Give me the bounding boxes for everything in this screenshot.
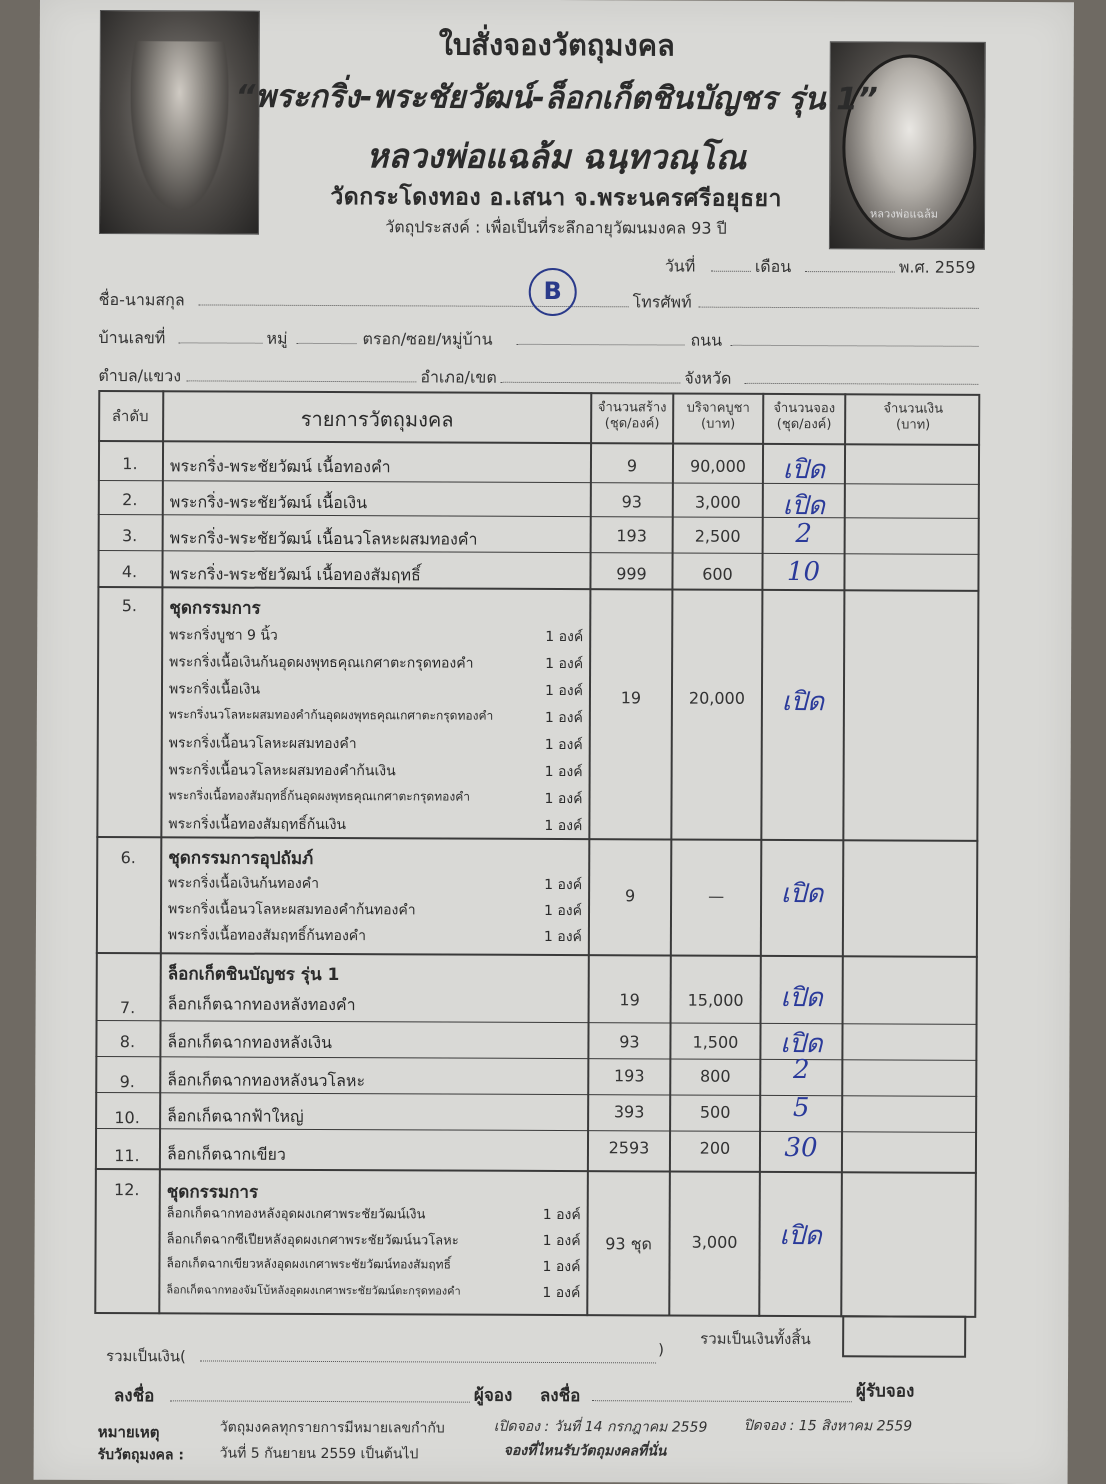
orderer-label: ผู้จอง (473, 1385, 513, 1406)
note-label: หมายเหตุ (97, 1423, 160, 1442)
form-subtitle: “พระกริ่ง-พระชัยวัฒน์-ล็อกเก็ตชินบัญชร รุ่น 1” (235, 78, 878, 118)
row-9-no: 9. (119, 1072, 135, 1092)
row-12-sub-3-qty: 1 องค์ (542, 1258, 581, 1276)
row-5-sub-5-qty: 1 องค์ (544, 736, 583, 754)
row-5-sub-7-qty: 1 องค์ (544, 790, 583, 808)
row-1-order[interactable]: เปิด (782, 454, 826, 486)
row-9-made: 193 (613, 1066, 645, 1086)
row-8-no: 8. (119, 1032, 136, 1052)
header-no: ลำดับ (111, 407, 149, 426)
row-9-price: 800 (699, 1066, 731, 1086)
row-2-order[interactable]: เปิด (782, 490, 826, 522)
row-5-sub-6: พระกริ่งเนื้อนวโลหะผสมทองคำก้นเงิน (168, 762, 396, 780)
temple-address: วัดกระโดงทอง อ.เสนา จ.พระนครศรีอยุธยา (330, 184, 782, 212)
soi-label: ตรอก/ซอย/หมู่บ้าน (362, 329, 493, 349)
row-5-sub-1-qty: 1 องค์ (545, 628, 584, 646)
row-4-made: 999 (616, 564, 647, 584)
row-5-sub-2-qty: 1 องค์ (545, 655, 584, 673)
header-made (592, 400, 672, 432)
purpose-text: วัตถุประสงค์ : เพื่อเป็นที่ระลึกอายุวัฒนมงคล 93 ปี (385, 217, 727, 238)
row-1-made: 9 (626, 456, 638, 476)
note-text: วัตถุมงคลทุกรายการมีหมายเลขกำกับ (219, 1419, 445, 1437)
province-field[interactable] (744, 369, 978, 385)
row-5-made: 19 (620, 688, 642, 708)
row-10-price: 500 (699, 1102, 731, 1122)
row-5-sub-8-qty: 1 องค์ (544, 817, 583, 835)
orderer-signature-field[interactable] (170, 1386, 470, 1402)
row-11-price: 200 (699, 1138, 731, 1158)
row-5-price: 20,000 (688, 688, 745, 708)
month-label: เดือน (754, 256, 792, 277)
row-1-item: พระกริ่ง-พระชัยวัฒน์ เนื้อทองคำ (169, 456, 391, 477)
row-7-heading: ล็อกเก็ตชินบัญชร รุ่น 1 (167, 964, 340, 986)
row-2-made: 93 (621, 492, 643, 512)
row-12-sub-1: ล็อกเก็ตฉากทองหลังอุดผงเกศาพระชัยวัฒน์เงิน (166, 1206, 426, 1223)
header-price-line1: บริจาคบูชา (686, 400, 750, 416)
header-amount-line2: (บาท) (895, 417, 931, 433)
row-7-order[interactable]: เปิด (780, 982, 823, 1014)
row-12-heading: ชุดกรรมการ (166, 1182, 259, 1203)
header-amount (846, 401, 980, 434)
row-6-sub-3: พระกริ่งเนื้อทองสัมฤทธิ์ก้นทองคำ (167, 927, 367, 945)
row-10-no: 10. (114, 1108, 140, 1128)
tambon-label: ตำบล/แขวง (98, 366, 182, 386)
row-3-order[interactable]: 2 (795, 519, 813, 550)
row-8-order[interactable]: เปิด (780, 1028, 823, 1060)
form-title: ใบสั่งจองวัตถุมงคล (438, 27, 675, 63)
order-form-paper (34, 0, 1074, 1484)
row-11-no: 11. (114, 1146, 140, 1166)
row-7-no: 7. (119, 998, 136, 1018)
receiver-signature-field[interactable] (592, 1386, 852, 1402)
row-6-sub-2-qty: 1 องค์ (544, 902, 583, 920)
row-3-item: พระกริ่ง-พระชัยวัฒน์ เนื้อนวโลหะผสมทองคำ (169, 528, 478, 549)
row-8-made: 93 (619, 1032, 640, 1052)
header-price-line2: (บาท) (700, 416, 736, 432)
row-12-sub-2-qty: 1 องค์ (542, 1232, 581, 1250)
row-6-heading: ชุดกรรมการอุปถัมภ์ (168, 848, 314, 869)
row-12-no: 12. (114, 1180, 140, 1200)
header-made-line1: จำนวนสร้าง (597, 400, 667, 416)
row-7-item: ล็อกเก็ตฉากทองหลังทองคำ (167, 994, 356, 1015)
row-8-price: 1,500 (692, 1032, 739, 1052)
row-12-sub-4: ล็อกเก็ตฉากทองจัมโบ้หลังอุดผงเกศาพระชัยวัฒน์ตะกรุดทองคำ (166, 1283, 461, 1298)
row-10-made: 393 (613, 1102, 645, 1122)
row-2-price: 3,000 (694, 492, 741, 512)
receive-label: รับวัตถุมงคล : (97, 1447, 185, 1464)
row-7-made: 19 (619, 990, 640, 1010)
row-11-order[interactable]: 30 (784, 1133, 818, 1164)
phone-label: โทรศัพท์ (632, 292, 692, 312)
month-field[interactable] (805, 257, 895, 272)
row-10-order[interactable]: 5 (792, 1093, 810, 1124)
province-label: จังหวัด (684, 368, 732, 388)
header-order (764, 401, 844, 433)
header-order-line1: จำนวนจอง (773, 400, 836, 417)
row-7-price: 15,000 (687, 990, 744, 1010)
row-12-sub-2: ล็อกเก็ตฉากซีเปียหลังอุดผงเกศาพระชัยวัฒน์นวโลหะ (166, 1232, 459, 1249)
total-words-field[interactable] (200, 1346, 656, 1363)
sign-label-orderer: ลงชื่อ (113, 1386, 155, 1407)
road-label: ถนน (690, 330, 723, 350)
row-12-made: 93 ชุด (605, 1234, 652, 1254)
row-5-sub-4-qty: 1 องค์ (544, 709, 583, 727)
row-6-sub-1-qty: 1 องค์ (544, 876, 583, 894)
header-price (674, 401, 762, 433)
date-field[interactable] (711, 257, 751, 272)
header-amount-line1: จำนวนเงิน (883, 401, 944, 417)
receive-where: จองที่ไหนรับวัตถุมงคลที่นั่น (503, 1442, 667, 1460)
row-5-sub-1: พระกริ่งบูชา 9 นิ้ว (169, 627, 278, 644)
sign-label-receiver: ลงชื่อ (539, 1385, 581, 1407)
header-made-line2: (ชุด/องค์) (604, 416, 660, 432)
amphoe-label: อำเภอ/เขต (420, 367, 497, 387)
row-12-price: 3,000 (691, 1232, 738, 1252)
total-words-label: รวมเป็นเงิน( (106, 1347, 186, 1366)
moo-label: หมู่ (266, 328, 288, 348)
header-order-line2: (ชุด/องค์) (776, 416, 832, 433)
row-4-order[interactable]: 10 (786, 557, 821, 588)
row-6-no: 6. (120, 848, 136, 868)
header-item: รายการวัตถุมงคล (300, 406, 454, 432)
row-1-no: 1. (122, 454, 138, 474)
monk-name: หลวงพ่อแฉล้ม ฉนฺทวณฺโณ (366, 136, 747, 177)
row-5-order[interactable]: เปิด (781, 686, 825, 718)
row-11-made: 2593 (608, 1138, 650, 1158)
row-5-sub-8: พระกริ่งเนื้อทองสัมฤทธิ์ก้นเงิน (168, 816, 347, 834)
year-label: พ.ศ. 2559 (898, 257, 976, 277)
amphoe-field[interactable] (500, 368, 680, 384)
total-words-close: ) (658, 1340, 665, 1359)
row-9-order[interactable]: 2 (792, 1055, 810, 1086)
grand-total-label: รวมเป็นเงินทั้งสิ้น (700, 1329, 811, 1349)
row-12-sub-1-qty: 1 องค์ (542, 1206, 581, 1224)
row-5-sub-2: พระกริ่งเนื้อเงินก้นอุดผงพุทธคุณเกศาตะกรุดทองคำ (169, 654, 474, 672)
row-4-no: 4. (121, 562, 138, 582)
row-5-sub-6-qty: 1 องค์ (544, 763, 583, 781)
row-5-heading: ชุดกรรมการ (169, 598, 261, 619)
circled-mark: B (529, 268, 577, 316)
row-5-sub-3-qty: 1 องค์ (544, 682, 584, 700)
portrait-caption: หลวงพ่อแฉล้ม (870, 207, 939, 221)
row-12-sub-4-qty: 1 องค์ (542, 1284, 581, 1302)
row-3-made: 193 (616, 526, 647, 546)
soi-field[interactable] (516, 330, 684, 346)
row-11-item: ล็อกเก็ตฉากเขียว (166, 1144, 286, 1164)
row-6-sub-2: พระกริ่งเนื้อนวโลหะผสมทองคำก้นทองคำ (167, 901, 416, 919)
row-6-sub-1: พระกริ่งเนื้อเงินก้นทองคำ (168, 875, 319, 892)
row-5-sub-7: พระกริ่งเนื้อทองสัมฤทธิ์ก้นอุดผงพุทธคุณเกศาตะกรุดทองคำ (168, 788, 471, 804)
tambon-field[interactable] (186, 366, 416, 382)
row-9-item: ล็อกเก็ตฉากทองหลังนวโลหะ (167, 1070, 366, 1091)
receiver-label: ผู้รับจอง (855, 1381, 915, 1402)
row-12-order[interactable]: เปิด (779, 1220, 822, 1252)
row-2-no: 2. (122, 490, 138, 510)
road-field[interactable] (730, 331, 978, 347)
row-5-sub-5: พระกริ่งเนื้อนวโลหะผสมทองคำ (168, 735, 357, 753)
date-label: วันที่ (664, 256, 696, 276)
moo-field[interactable] (296, 329, 356, 344)
row-1-price: 90,000 (689, 456, 746, 476)
row-4-item: พระกริ่ง-พระชัยวัฒน์ เนื้อทองสัมฤทธิ์ (169, 564, 421, 585)
row-6-order[interactable]: เปิด (780, 878, 824, 910)
row-6-made: 9 (624, 886, 636, 906)
row-3-price: 2,500 (694, 526, 741, 546)
house-field[interactable] (178, 328, 262, 343)
house-label: บ้านเลขที่ (98, 328, 166, 348)
row-4-price: 600 (702, 564, 733, 584)
phone-field[interactable] (699, 293, 979, 309)
row-8-item: ล็อกเก็ตฉากทองหลังเงิน (167, 1032, 333, 1053)
name-label: ชื่อ-นามสกุล (98, 290, 185, 310)
row-12-sub-3: ล็อกเก็ตฉากเขียวหลังอุดผงเกศาพระชัยวัฒน์ทองสัมฤทธิ์ (166, 1256, 451, 1272)
row-2-item: พระกริ่ง-พระชัยวัฒน์ เนื้อเงิน (169, 492, 368, 513)
row-6-price: — (708, 886, 725, 906)
row-6-sub-3-qty: 1 องค์ (543, 928, 582, 946)
receive-text: วันที่ 5 กันยายน 2559 เป็นต้นไป (219, 1445, 419, 1463)
row-5-no: 5. (121, 596, 138, 616)
close-date: ปิดจอง : 15 สิงหาคม 2559 (743, 1417, 913, 1435)
grand-total-box[interactable] (842, 1315, 966, 1358)
row-5-sub-3: พระกริ่งเนื้อเงิน (168, 681, 261, 698)
row-3-no: 3. (121, 526, 138, 546)
open-date: เปิดจอง : วันที่ 14 กรกฎาคม 2559 (493, 1418, 708, 1436)
row-5-sub-4: พระกริ่งนวโลหะผสมทองคำก้นอุดผงพุทธคุณเกศาตะกรุดทองคำ (168, 707, 494, 723)
row-10-item: ล็อกเก็ตฉากฟ้าใหญ่ (167, 1106, 304, 1126)
